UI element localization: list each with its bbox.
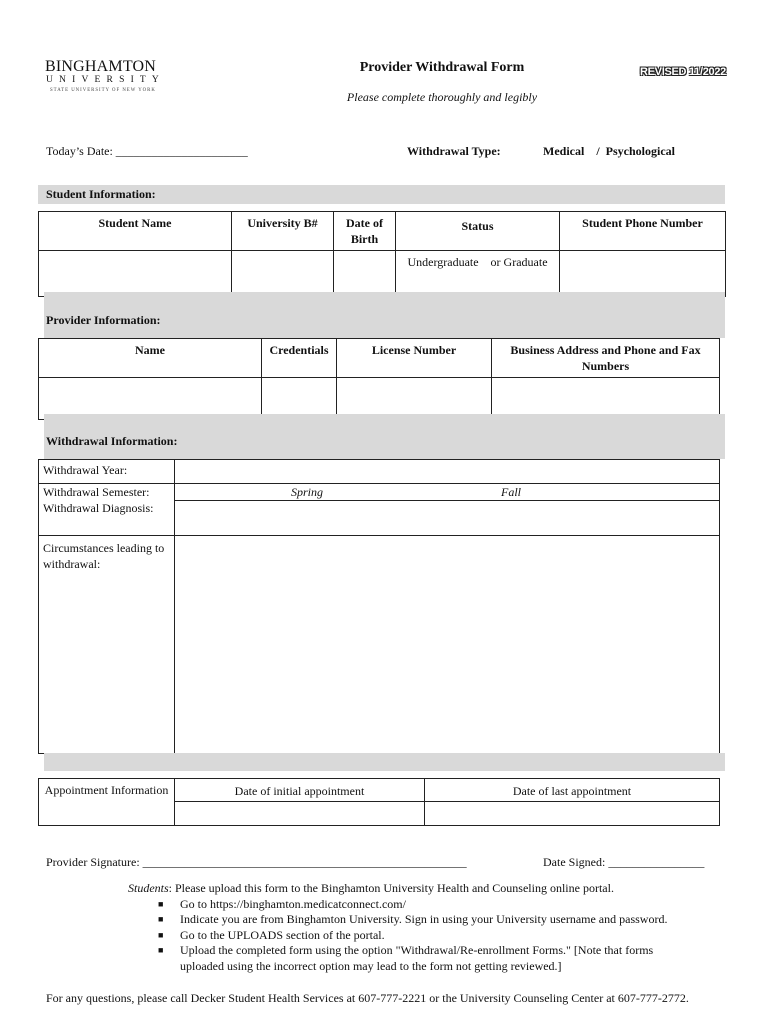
student-phone-cell[interactable] xyxy=(560,251,726,297)
withdrawal-semester-field[interactable] xyxy=(175,484,720,501)
withdrawal-diagnosis-field[interactable] xyxy=(175,500,720,535)
students-steps-list xyxy=(156,897,676,975)
students-intro: : Please upload this form to the Binghamton University Health and Counseling online portal. xyxy=(168,881,614,895)
student-section-label: Student Information: xyxy=(46,187,156,201)
students-step xyxy=(156,912,676,928)
provider-signature-field[interactable]: Provider Signature: ______________________________________________________ xyxy=(46,855,467,869)
withdrawal-info-table xyxy=(38,459,720,754)
provider-info-table xyxy=(38,338,720,420)
university-b-header: University B# xyxy=(232,212,334,251)
square-bullet-icon: ■ xyxy=(158,898,164,909)
students-step-text: Upload the completed form using the option "Withdrawal/Re-enrollment Forms." [Note that forms uploaded using the incorrect option may lead to the form not getting reviewed.] xyxy=(180,943,654,973)
logo-wordmark: BINGHAMTON xyxy=(45,58,157,75)
license-header: License Number xyxy=(337,339,492,378)
last-appointment-header: Date of last appointment xyxy=(425,779,720,802)
appointment-table xyxy=(38,778,720,826)
students-step xyxy=(156,928,676,944)
status-header: Status xyxy=(396,212,560,251)
provider-name-header: Name xyxy=(39,339,262,378)
dob-header: Date of Birth xyxy=(334,212,396,251)
circumstances-label: Circumstances leading to withdrawal: xyxy=(39,535,175,753)
initial-appointment-cell[interactable] xyxy=(175,802,425,826)
date-signed-field[interactable]: Date Signed: ________________ xyxy=(543,855,705,869)
students-intro-line xyxy=(128,881,676,897)
logo-subtitle: UNIVERSITY xyxy=(46,75,165,85)
student-phone-header: Student Phone Number xyxy=(560,212,726,251)
students-step-text: Go to https://binghamton.medicatconnect.com/ xyxy=(180,896,406,911)
status-cell[interactable]: Undergraduate or Graduate xyxy=(396,251,560,297)
university-b-cell[interactable] xyxy=(232,251,334,297)
semester-fall-option[interactable]: Fall xyxy=(501,485,521,499)
last-appointment-cell[interactable] xyxy=(425,802,720,826)
contact-footer: For any questions, please call Decker Student Health Services at 607-777-2221 or the University Counseling Center at 607-777-2772. xyxy=(46,991,689,1005)
circumstances-field[interactable] xyxy=(175,535,720,753)
square-bullet-icon: ■ xyxy=(158,914,164,924)
appointment-label: Appointment Information xyxy=(39,779,175,826)
square-bullet-icon: ■ xyxy=(158,929,164,940)
withdrawal-diagnosis-label: Withdrawal Diagnosis: xyxy=(39,500,175,535)
student-name-header: Student Name xyxy=(39,212,232,251)
square-bullet-icon: ■ xyxy=(158,945,164,955)
withdrawal-semester-label: Withdrawal Semester: xyxy=(39,484,175,501)
revised-stamp: REVISED 11/2022 xyxy=(640,66,727,78)
appointment-section-bar xyxy=(44,753,725,771)
student-name-cell[interactable] xyxy=(39,251,232,297)
students-step xyxy=(156,943,676,974)
address-header: Business Address and Phone and Fax Numbers xyxy=(492,339,720,378)
withdrawal-year-label: Withdrawal Year: xyxy=(39,460,175,484)
withdrawal-section-label: Withdrawal Information: xyxy=(46,434,178,448)
semester-spring-option[interactable]: Spring xyxy=(291,485,324,499)
withdrawal-year-field[interactable] xyxy=(175,460,720,484)
form-title: Provider Withdrawal Form xyxy=(359,60,525,75)
withdrawal-type-label: Withdrawal Type: xyxy=(407,144,501,158)
students-step xyxy=(156,897,676,913)
provider-section-label: Provider Information: xyxy=(46,313,161,327)
initial-appointment-header: Date of initial appointment xyxy=(175,779,425,802)
todays-date-field[interactable]: Today’s Date: ______________________ xyxy=(46,144,248,158)
credentials-header: Credentials xyxy=(262,339,337,378)
dob-cell[interactable] xyxy=(334,251,396,297)
withdrawal-type-options[interactable]: Medical / Psychological xyxy=(543,144,675,158)
students-step-text: Go to the UPLOADS section of the portal. xyxy=(180,927,385,942)
students-lead: Students xyxy=(128,881,169,895)
logo-tagline: STATE UNIVERSITY OF NEW YORK xyxy=(50,88,156,93)
form-subtitle: Please complete thoroughly and legibly xyxy=(346,90,538,104)
student-info-table xyxy=(38,211,726,297)
students-instructions xyxy=(128,881,676,974)
students-step-text: Indicate you are from Binghamton University. Sign in using your University username and password. xyxy=(180,912,668,926)
